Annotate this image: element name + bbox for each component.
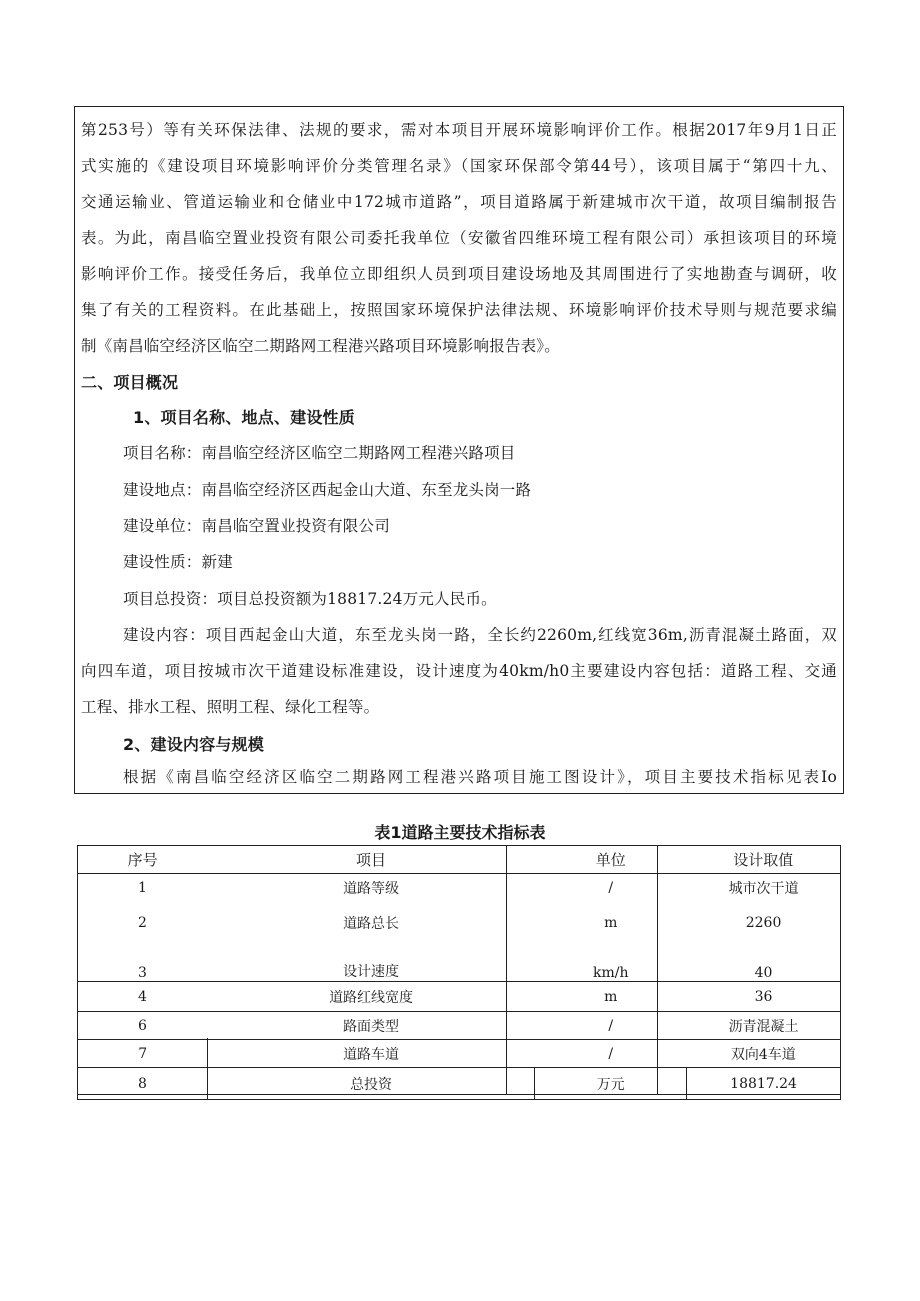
tech-indicator-table (77, 845, 841, 1100)
table-cell: 40 (754, 965, 773, 981)
project-location: 建设地点：南昌临空经济区西起金山大道、东至龙头岗一路 (123, 481, 532, 499)
table-row (78, 1012, 841, 1040)
para-line: 影响评价工作。接受任务后，我单位立即组织人员到项目建设场地及其周围进行了实地勘查与调研，收 (81, 265, 837, 283)
header-cell: 项目 (356, 851, 387, 869)
table-cell: 18817.24 (687, 1068, 841, 1100)
content-line: 向四车道，项目按城市次干道建设标准建设，设计速度为40km/h0主要建设内容包括：道路工程、交通 (81, 662, 837, 680)
para-line: 表。为此，南昌临空置业投资有限公司委托我单位（安徽省四维环境工程有限公司）承担该项目的环境 (81, 229, 837, 247)
table-row (78, 1068, 841, 1100)
table-cell: 7 (138, 1045, 148, 1062)
table-header-row (78, 846, 841, 874)
subsection-title: 1、项目名称、地点、建设性质 (133, 408, 355, 427)
table-cell: / (608, 1017, 614, 1034)
content-line: 建设内容：项目西起金山大道，东至龙头岗一路，全长约2260m,红线宽36m,沥青混凝土路面，双 (123, 626, 837, 644)
table-cell: 4 (137, 988, 147, 1005)
para-line: 第253号）等有关环保法律、法规的要求，需对本项目开展环境影响评价工作。根据2017年9月1日正 (81, 121, 837, 139)
table-cell: 2260 (745, 914, 782, 931)
project-investment: 项目总投资：项目总投资额为18817.24万元人民币。 (123, 590, 497, 608)
para-line: 根据《南昌临空经济区临空二期路网工程港兴路项目施工图设计》，项目主要技术指标见表Io (123, 768, 837, 786)
header-cell: 序号 (127, 851, 158, 869)
table-cell: 2 (137, 914, 147, 931)
table-row (78, 944, 841, 982)
table-cell: 1 (137, 879, 147, 896)
table-cell: / (608, 1045, 614, 1062)
table-cell: 城市次干道 (728, 880, 799, 897)
table-cell: 3 (137, 965, 147, 981)
text-box (74, 106, 844, 794)
project-name: 项目名称：南昌临空经济区临空二期路网工程港兴路项目 (123, 444, 516, 462)
subsection-title: 2、建设内容与规模 (123, 735, 264, 754)
table-cell: 双向4车道 (730, 1046, 796, 1063)
table-row (78, 874, 841, 902)
table-row (78, 982, 841, 1012)
table-caption: 表1道路主要技术指标表 (374, 823, 546, 842)
table-row (78, 1040, 841, 1068)
para-line: 集了有关的工程资料。在此基础上，按照国家环境保护法律法规、环境影响评价技术导则与规范要求编 (81, 301, 837, 319)
para-line: 制《南昌临空经济区临空二期路网工程港兴路项目环境影响报告表》。 (81, 337, 560, 355)
content-line: 工程、排水工程、照明工程、绿化工程等。 (81, 698, 380, 716)
table-cell: 设计速度 (343, 964, 400, 980)
table-cell: m (604, 988, 618, 1005)
table-cell: 沥青混凝土 (728, 1018, 799, 1035)
project-unit: 建设单位：南昌临空置业投资有限公司 (123, 517, 390, 535)
table-cell: 36 (754, 988, 773, 1005)
table-cell: m (604, 914, 618, 931)
table-row (78, 902, 841, 944)
table-cell: 6 (137, 1017, 147, 1034)
para-line: 交通运输业、管道运输业和仓储业中172城市道路”，项目道路属于新建城市次干道，故项目编制报告 (81, 193, 837, 211)
header-cell: 设计取值 (733, 851, 794, 869)
table-cell: km/h (592, 965, 629, 981)
section-title: 二、项目概况 (81, 373, 179, 392)
table-cell: 道路车道 (343, 1046, 400, 1063)
table-cell: 道路总长 (343, 915, 400, 932)
table-cell: 万元 (535, 1068, 687, 1100)
project-nature: 建设性质：新建 (123, 553, 233, 571)
para-line: 式实施的《建设项目环境影响评价分类管理名录》（国家环保部令第44号），该项目属于“第四十九、 (81, 157, 837, 175)
table-cell: / (608, 879, 614, 896)
table-cell: 8 (78, 1068, 208, 1100)
table-cell: 道路等级 (343, 880, 400, 897)
table-cell: 总投资 (207, 1068, 535, 1100)
table-cell: 道路红线宽度 (329, 989, 414, 1006)
header-cell: 单位 (595, 851, 626, 869)
table-cell: 路面类型 (343, 1018, 400, 1035)
